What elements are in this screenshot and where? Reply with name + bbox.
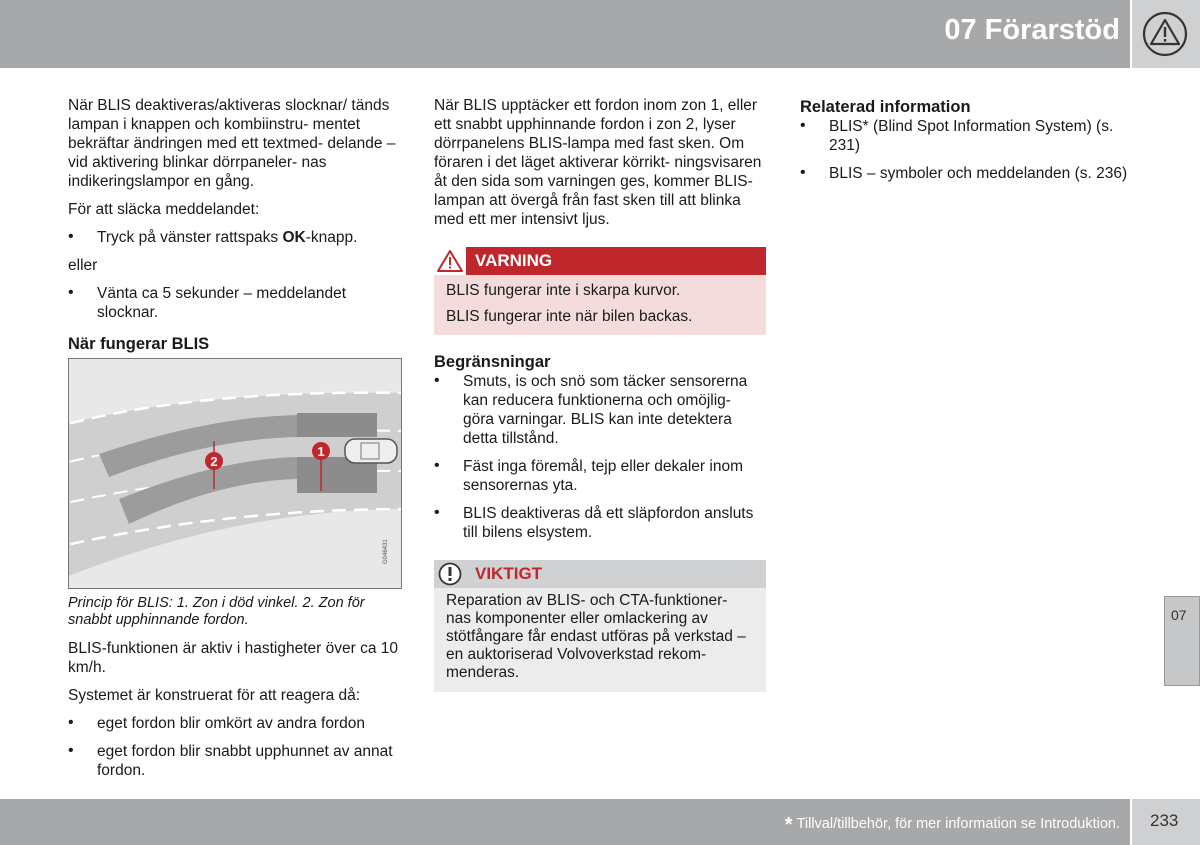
figure-code: G046431	[383, 539, 389, 564]
paragraph: Systemet är konstruerat för att reagera då:	[68, 687, 361, 704]
section-heading: Relaterad information	[800, 98, 971, 116]
warning-body	[434, 275, 766, 335]
important-body: Reparation av BLIS- och CTA-funktioner- nas komponenter eller omlackering av stötfångare får endast utföras på verkstad – en auktoriserad Volvoverkstad rekom- menderas.	[434, 588, 766, 692]
important-box	[434, 560, 766, 692]
column-left	[68, 96, 403, 789]
list-item-text: -knapp.	[305, 229, 358, 246]
zone-2-label: 2	[210, 454, 218, 469]
warning-triangle-icon	[436, 249, 464, 273]
important-header	[434, 560, 766, 588]
column-middle	[434, 96, 766, 692]
road-diagram	[69, 359, 401, 588]
related-link[interactable]: • BLIS – symboler och meddelanden (s. 236)	[800, 164, 1140, 183]
list-item: • eget fordon blir snabbt upphunnet av annat fordon.	[68, 742, 403, 780]
chapter-title: 07 Förarstöd	[944, 14, 1120, 46]
list-item: • Smuts, is och snö som täcker sensorerna kan reducera funktionerna och omöjlig- göra varningar. BLIS kan inte detektera detta tillstånd.	[434, 372, 766, 448]
paragraph: eller	[68, 257, 98, 274]
warning-title: VARNING	[475, 251, 553, 270]
warning-header	[434, 247, 766, 275]
paragraph: När BLIS upptäcker ett fordon inom zon 1, eller ett snabbt upphinnande fordon i zon 2, lyser dörrpanelens BLIS-lampa med fast sken. Om föraren i det läget aktiverar körrikt- ningsvisaren åt den sida som varningen ges, kommer BLIS-lampan att övergå från fast sken till att blinka med ett mer intensivt ljus.	[434, 97, 762, 228]
column-right	[800, 96, 1140, 192]
side-tab-label: 07	[1171, 607, 1187, 623]
chapter-side-tab	[1164, 596, 1200, 686]
footer-note	[785, 814, 1120, 837]
zone-1-label: 1	[317, 444, 325, 459]
paragraph: När BLIS deaktiveras/aktiveras slocknar/ tänds lampan i knappen och kombiinstru- mentet bekräftar ändringen med ett textmed- delande – vid aktivering blinkar dörrpaneler- nas indikeringslampor en gång.	[68, 97, 396, 190]
list-item: • eget fordon blir omkört av andra fordon	[68, 714, 403, 733]
page-number: 233	[1150, 811, 1179, 830]
warning-text: BLIS fungerar inte när bilen backas.	[446, 308, 693, 325]
warning-box	[434, 247, 766, 335]
ok-button-label: OK	[282, 229, 306, 246]
exclamation-icon	[437, 562, 463, 586]
blis-zone-illustration	[68, 358, 402, 589]
footer-note-text: Tillval/tillbehör, för mer information se Introduktion.	[796, 816, 1120, 832]
warning-text: BLIS fungerar inte i skarpa kurvor.	[446, 282, 681, 299]
paragraph: För att släcka meddelandet:	[68, 201, 260, 218]
list-item: • BLIS deaktiveras då ett släpfordon ansluts till bilens elsystem.	[434, 504, 766, 542]
list-item-text: Tryck på vänster rattspaks	[97, 229, 283, 246]
section-heading: Begränsningar	[434, 353, 551, 371]
important-title: VIKTIGT	[475, 564, 543, 583]
list-item: • Fäst inga föremål, tejp eller dekaler inom sensorernas yta.	[434, 457, 766, 495]
page-number-box	[1132, 799, 1200, 845]
related-link[interactable]: • BLIS* (Blind Spot Information System) (s. 231)	[800, 117, 1140, 155]
header-icon-box	[1132, 0, 1200, 68]
paragraph: BLIS-funktionen är aktiv i hastigheter över ca 10 km/h.	[68, 640, 398, 676]
warning-triangle-icon	[1142, 11, 1188, 57]
section-heading: När fungerar BLIS	[68, 335, 210, 353]
warning-icon-box	[434, 247, 466, 275]
list-item	[68, 228, 403, 247]
list-item: • Vänta ca 5 sekunder – meddelandet slocknar.	[68, 284, 403, 322]
figure-caption: Princip för BLIS: 1. Zon i död vinkel. 2. Zon för snabbt upphinnande fordon.	[68, 595, 365, 628]
asterisk: *	[784, 814, 793, 836]
